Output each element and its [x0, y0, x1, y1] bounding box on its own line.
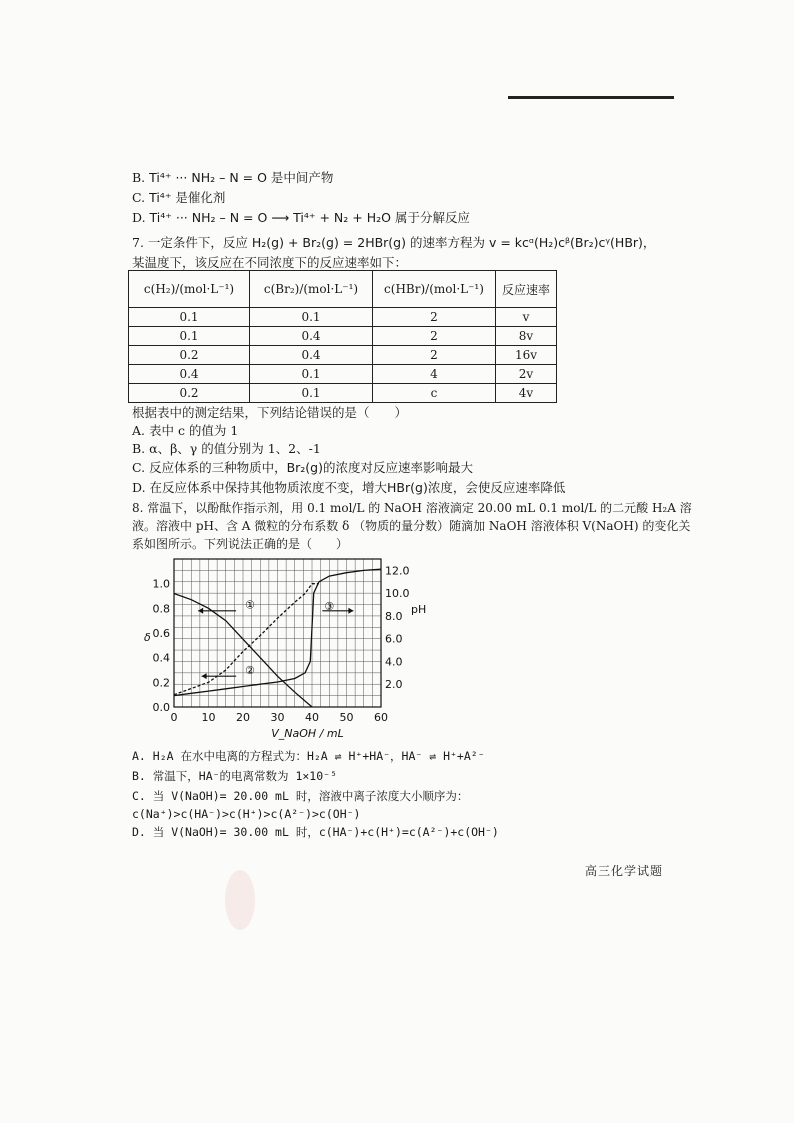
table-row: [129, 327, 557, 346]
y-left-tick-label: 0.8: [152, 602, 170, 616]
table-cell: 0.1: [129, 308, 250, 327]
y-right-tick-label: 10.0: [385, 587, 410, 601]
table-row: [129, 365, 557, 384]
header-rule: [508, 96, 674, 99]
q7-stem-line1: 7. 一定条件下，反应 H₂(g) + Br₂(g) = 2HBr(g) 的速率方程为 v = kcᵅ(H₂)cᵝ(Br₂)cᵞ(HBr)，: [132, 235, 656, 250]
table-cell: 16v: [496, 346, 557, 365]
x-tick-label: 10: [201, 711, 216, 724]
q6-option-c: C. Ti⁴⁺ 是催化剂: [132, 190, 226, 205]
table-cell: 2v: [496, 365, 557, 384]
q6-option-d: D. Ti⁴⁺ ··· NH₂ – N = O ⟶ Ti⁴⁺ + N₂ + H₂O 属于分解反应: [132, 210, 470, 225]
q8-stem-line2: 液。溶液中 pH、含 A 微粒的分布系数 δ （物质的量分数）随滴加 NaOH 溶液体积 V(NaOH) 的变化关: [132, 519, 691, 533]
y-right-tick-label: 8.0: [385, 609, 403, 623]
arrow-head: [202, 673, 207, 679]
table-cell: 8v: [496, 327, 557, 346]
q7-option-b: B. α、β、γ 的值分别为 1、2、-1: [132, 441, 321, 456]
header-cell: c(H₂)/(mol·L⁻¹): [129, 271, 250, 308]
q8-option-c-line2: c(Na⁺)>c(HA⁻)>c(H⁺)>c(A²⁻)>c(OH⁻): [132, 807, 361, 821]
titration-chart: [140, 553, 427, 743]
y-right-tick-label: 12.0: [385, 564, 410, 578]
table-cell: 0.4: [250, 327, 373, 346]
y-right-tick-label: 2.0: [385, 678, 403, 692]
table-cell: 0.4: [250, 346, 373, 365]
q8-option-b: B. 常温下，HA⁻的电离常数为 1×10⁻⁵: [132, 769, 338, 783]
series-label: ①: [244, 598, 255, 612]
y-left-tick-label: 0.6: [152, 627, 170, 640]
series-label: ③: [324, 599, 335, 613]
header-cell: c(Br₂)/(mol·L⁻¹): [250, 271, 373, 308]
arrow-head: [198, 608, 203, 614]
x-tick-label: 40: [305, 711, 319, 724]
q7-ask: 根据表中的测定结果，下列结论错误的是（ ）: [132, 405, 408, 420]
x-tick-label: 20: [236, 711, 250, 724]
table-cell: c: [373, 384, 496, 403]
y-right-tick-label: 4.0: [385, 655, 403, 669]
table-cell: 0.1: [250, 365, 373, 384]
q8-stem-line1: 8. 常温下，以酚酞作指示剂，用 0.1 mol/L 的 NaOH 溶液滴定 20.00 mL 0.1 mol/L 的二元酸 H₂A 溶: [132, 501, 692, 515]
series-label: ②: [244, 664, 255, 677]
q8-option-d: D. 当 V(NaOH)= 30.00 mL 时，c(HA⁻)+c(H⁺)=c(A²⁻)+c(OH⁻): [132, 825, 499, 839]
rate-table: [128, 270, 557, 403]
y-left-tick-label: 1.0: [152, 577, 170, 591]
q8-stem-line3: 系如图所示。下列说法正确的是（ ）: [132, 537, 349, 551]
table-cell: v: [496, 308, 557, 327]
table-row: [129, 308, 557, 327]
q7-stem-line2: 某温度下，该反应在不同浓度下的反应速率如下：: [132, 255, 408, 270]
table-cell: 2: [373, 308, 496, 327]
table-cell: 4v: [496, 384, 557, 403]
table-cell: 0.2: [129, 384, 250, 403]
q7-option-d: D. 在反应体系中保持其他物质浓度不变，增大HBr(g)浓度，会使反应速率降低: [132, 480, 566, 495]
table-row: [129, 346, 557, 365]
table-cell: 2: [373, 327, 496, 346]
table-cell: 0.1: [250, 384, 373, 403]
q7-option-c: C. 反应体系的三种物质中，Br₂(g)的浓度对反应速率影响最大: [132, 460, 474, 475]
y-left-axis-label: δ: [144, 631, 151, 644]
q8-option-a: A. H₂A 在水中电离的方程式为：H₂A ⇌ H⁺+HA⁻，HA⁻ ⇌ H⁺+A²⁻: [132, 749, 485, 763]
rate-table-header: [129, 271, 557, 308]
arrow-head: [348, 608, 353, 614]
x-tick-label: 0: [170, 711, 178, 724]
table-cell: 2: [373, 346, 496, 365]
scan-smudge: [225, 870, 255, 930]
header-cell: c(HBr)/(mol·L⁻¹): [373, 271, 496, 308]
footer-subject: 高三化学试题: [585, 864, 664, 878]
q6-option-b: B. Ti⁴⁺ ··· NH₂ – N = O 是中间产物: [132, 170, 334, 185]
q8-option-c-line1: C. 当 V(NaOH)= 20.00 mL 时，溶液中离子浓度大小顺序为：: [132, 789, 469, 803]
x-axis-label: V_NaOH / mL: [271, 727, 344, 740]
y-left-tick-label: 0.2: [152, 676, 170, 690]
y-right-tick-label: 6.0: [385, 632, 403, 646]
table-cell: 0.1: [250, 308, 373, 327]
table-cell: 4: [373, 365, 496, 384]
header-cell: 反应速率: [496, 271, 557, 308]
table-row: [129, 384, 557, 403]
table-cell: 0.1: [129, 327, 250, 346]
y-left-tick-label: 0.0: [152, 701, 170, 714]
x-tick-label: 50: [339, 711, 354, 724]
y-left-tick-label: 0.4: [152, 651, 170, 665]
q7-option-a: A. 表中 c 的值为 1: [132, 423, 239, 438]
x-tick-label: 60: [374, 711, 388, 724]
x-tick-label: 30: [270, 711, 285, 724]
table-cell: 0.4: [129, 365, 250, 384]
y-right-axis-label: pH: [411, 603, 427, 616]
table-cell: 0.2: [129, 346, 250, 365]
